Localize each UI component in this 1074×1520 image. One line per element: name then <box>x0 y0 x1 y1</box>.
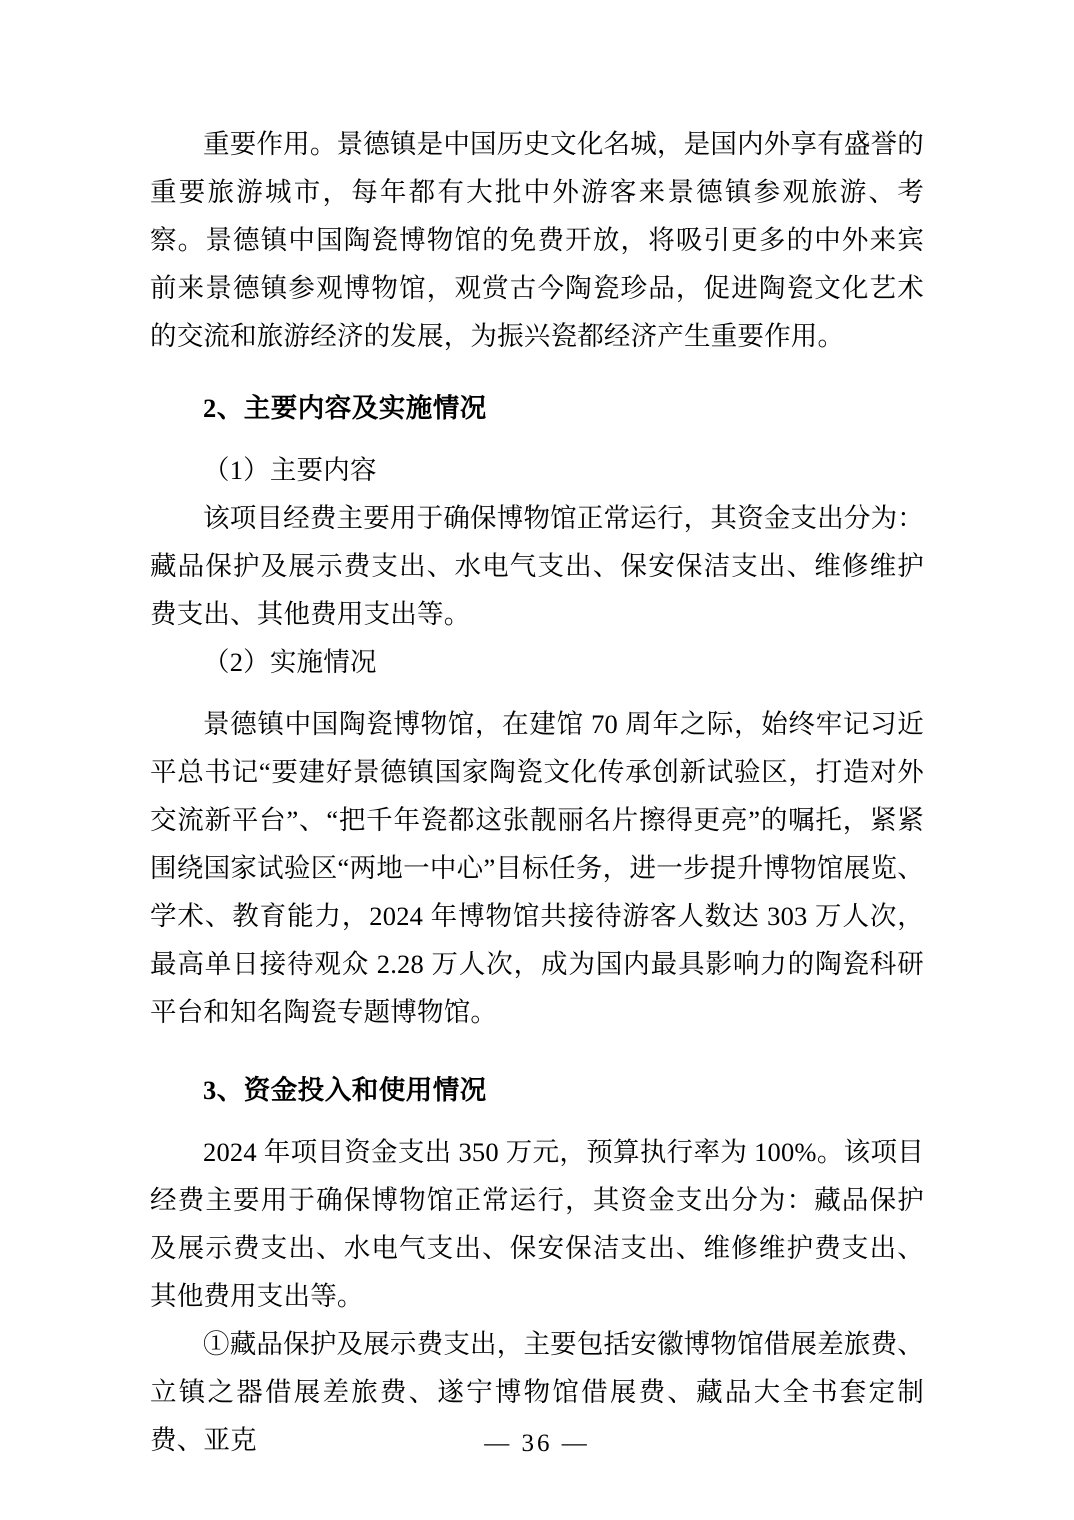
spacer <box>150 1114 924 1128</box>
paragraph-main-content: 该项目经费主要用于确保博物馆正常运行，其资金支出分为：藏品保护及展示费支出、水电气支出、保安保洁支出、维修维护费支出、其他费用支出等。 <box>150 503 924 629</box>
spacer <box>150 1036 924 1066</box>
paragraph-implementation: 景德镇中国陶瓷博物馆，在建馆 70 周年之际，始终牢记习近平总书记“要建好景德镇国家陶瓷文化传承创新试验区，打造对外交流新平台”、“把千年瓷都这张靓丽名片擦得更亮”的嘱托，紧紧围绕国家试验区“两地一中心”目标任务，进一步提升博物馆展览、学术、教育能力，2024 年博物馆共接待游客人数达 303 万人次，最高单日接待观众 2.28 万人次，成为国内最具影响力的陶瓷科研平台和知名陶瓷专题博物馆。 <box>150 709 924 1027</box>
subheading-implementation: （2）实施情况 <box>203 647 377 677</box>
heading-section-3: 3、资金投入和使用情况 <box>203 1075 487 1105</box>
heading-section-2: 2、主要内容及实施情况 <box>203 393 487 423</box>
paragraph-collection-expense: ①藏品保护及展示费支出，主要包括安徽博物馆借展差旅费、立镇之器借展差旅费、遂宁博物馆借展费、藏品大全书套定制费、亚克 <box>150 1329 924 1455</box>
subheading-main-content: （1）主要内容 <box>203 455 377 485</box>
spacer <box>150 360 924 384</box>
spacer <box>150 432 924 446</box>
spacer <box>150 686 924 700</box>
paragraph-intro: 重要作用。景德镇是中国历史文化名城，是国内外享有盛誉的重要旅游城市，每年都有大批中外游客来景德镇参观旅游、考察。景德镇中国陶瓷博物馆的免费开放，将吸引更多的中外来宾前来景德镇参观博物馆，观赏古今陶瓷珍品，促进陶瓷文化艺术的交流和旅游经济的发展，为振兴瓷都经济产生重要作用。 <box>150 129 924 351</box>
paragraph-funding: 2024 年项目资金支出 350 万元，预算执行率为 100%。该项目经费主要用于确保博物馆正常运行，其资金支出分为：藏品保护及展示费支出、水电气支出、保安保洁支出、维修维护费支出、其他费用支出等。 <box>150 1137 924 1311</box>
page-number: — 36 — <box>484 1430 590 1457</box>
